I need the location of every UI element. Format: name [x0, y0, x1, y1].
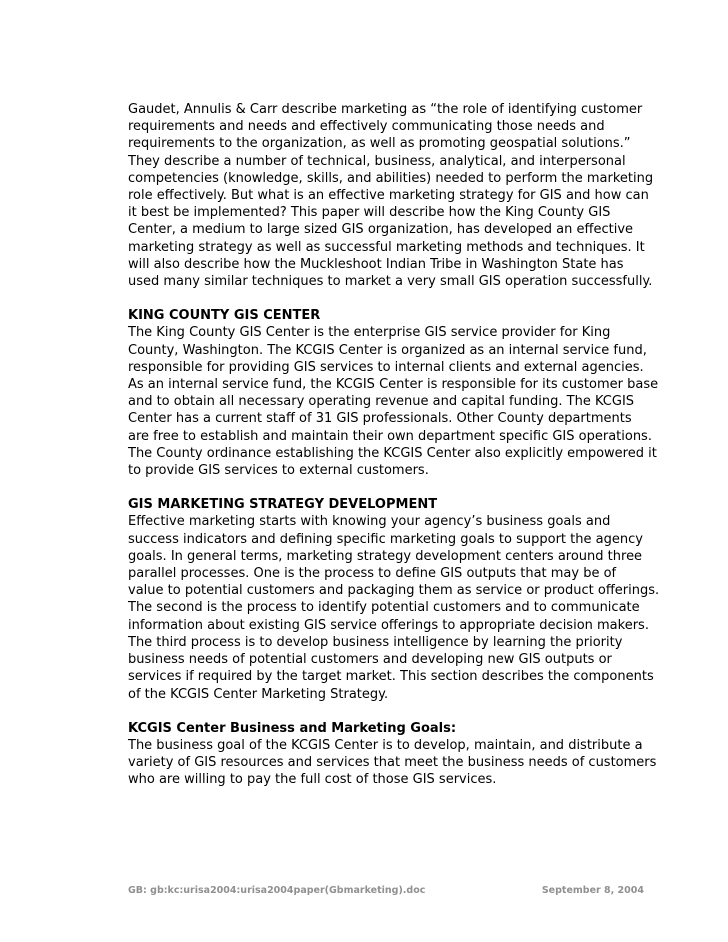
text-line: and to obtain all necessary operating revenue and capital funding. The KCGIS	[128, 394, 635, 410]
text-line: The second is the process to identify potential customers and to communicate	[128, 600, 640, 616]
text-line: competencies (knowledge, skills, and abilities) needed to perform the marketing	[128, 170, 654, 186]
text-line: will also describe how the Muckleshoot Indian Tribe in Washington State has	[128, 256, 624, 272]
text-line: The King County GIS Center is the enterprise GIS service provider for King	[128, 325, 611, 341]
text-line: Center has a current staff of 31 GIS professionals. Other County departments	[128, 411, 632, 427]
section-heading-strategy: GIS MARKETING STRATEGY DEVELOPMENT	[128, 497, 438, 513]
text-line: Center, a medium to large sized GIS organization, has developed an effective	[128, 222, 634, 238]
text-line: services if required by the target market. This section describes the components	[128, 669, 654, 685]
text-line: success indicators and defining specific marketing goals to support the agency	[128, 531, 643, 547]
text-line: variety of GIS resources and services that meet the business needs of customers	[128, 755, 657, 771]
paragraph-spacer	[128, 479, 644, 496]
text-line: responsible for providing GIS services to internal clients and external agencies.	[128, 359, 644, 375]
text-line: parallel processes. One is the process to define GIS outputs that may be of	[128, 566, 617, 582]
text-line: it best be implemented? This paper will describe how the King County GIS	[128, 205, 611, 221]
text-line: Gaudet, Annulis & Carr describe marketing as “the role of identifying customer	[128, 102, 643, 117]
text-line: value to potential customers and packaging them as service or product offerings.	[128, 583, 660, 599]
text-line: to provide GIS services to external customers.	[128, 463, 429, 479]
text-line: Effective marketing starts with knowing your agency’s business goals and	[128, 514, 611, 530]
text-line: marketing strategy as well as successful marketing methods and techniques. It	[128, 239, 645, 255]
text-line: The County ordinance establishing the KCGIS Center also explicitly empowered it	[128, 445, 657, 461]
text-line: information about existing GIS service offerings to appropriate decision makers.	[128, 617, 649, 633]
text-line: used many similar techniques to market a very small GIS operation successfully.	[128, 274, 653, 290]
text-line: The third process is to develop business intelligence by learning the priority	[128, 634, 623, 650]
page-footer	[128, 885, 644, 896]
text-line: As an internal service fund, the KCGIS Center is responsible for its customer base	[128, 377, 659, 393]
goals-paragraph	[128, 737, 657, 789]
footer-date: September 8, 2004	[541, 885, 644, 896]
text-line: goals. In general terms, marketing strategy development centers around three	[128, 548, 643, 564]
document-body	[128, 101, 660, 789]
text-line: are free to establish and maintain their own department specific GIS operations.	[128, 428, 652, 444]
text-line: County, Washington. The KCGIS Center is organized as an internal service fund,	[128, 342, 647, 358]
footer-filename: GB: gb:kc:urisa2004:urisa2004paper(Gbmarketing).doc	[128, 885, 426, 896]
paragraph-spacer	[128, 703, 644, 720]
text-line: role effectively. But what is an effective marketing strategy for GIS and how can	[128, 188, 649, 204]
paragraph-spacer	[128, 290, 644, 307]
section-heading-goals: KCGIS Center Business and Marketing Goals:	[128, 720, 457, 736]
king-county-paragraph	[128, 324, 659, 479]
text-line: requirements to the organization, as well as promoting geospatial solutions.”	[128, 136, 631, 152]
text-line: The business goal of the KCGIS Center is to develop, maintain, and distribute a	[128, 737, 643, 753]
strategy-paragraph	[128, 513, 660, 702]
intro-paragraph	[128, 101, 654, 290]
text-line: business needs of potential customers and developing new GIS outputs or	[128, 652, 612, 668]
text-line: requirements and needs and effectively communicating those needs and	[128, 119, 605, 135]
text-line: They describe a number of technical, business, analytical, and interpersonal	[128, 153, 626, 169]
section-heading-king-county: KING COUNTY GIS CENTER	[128, 308, 321, 324]
text-line: of the KCGIS Center Marketing Strategy.	[128, 686, 389, 702]
text-line: who are willing to pay the full cost of those GIS services.	[128, 772, 497, 788]
